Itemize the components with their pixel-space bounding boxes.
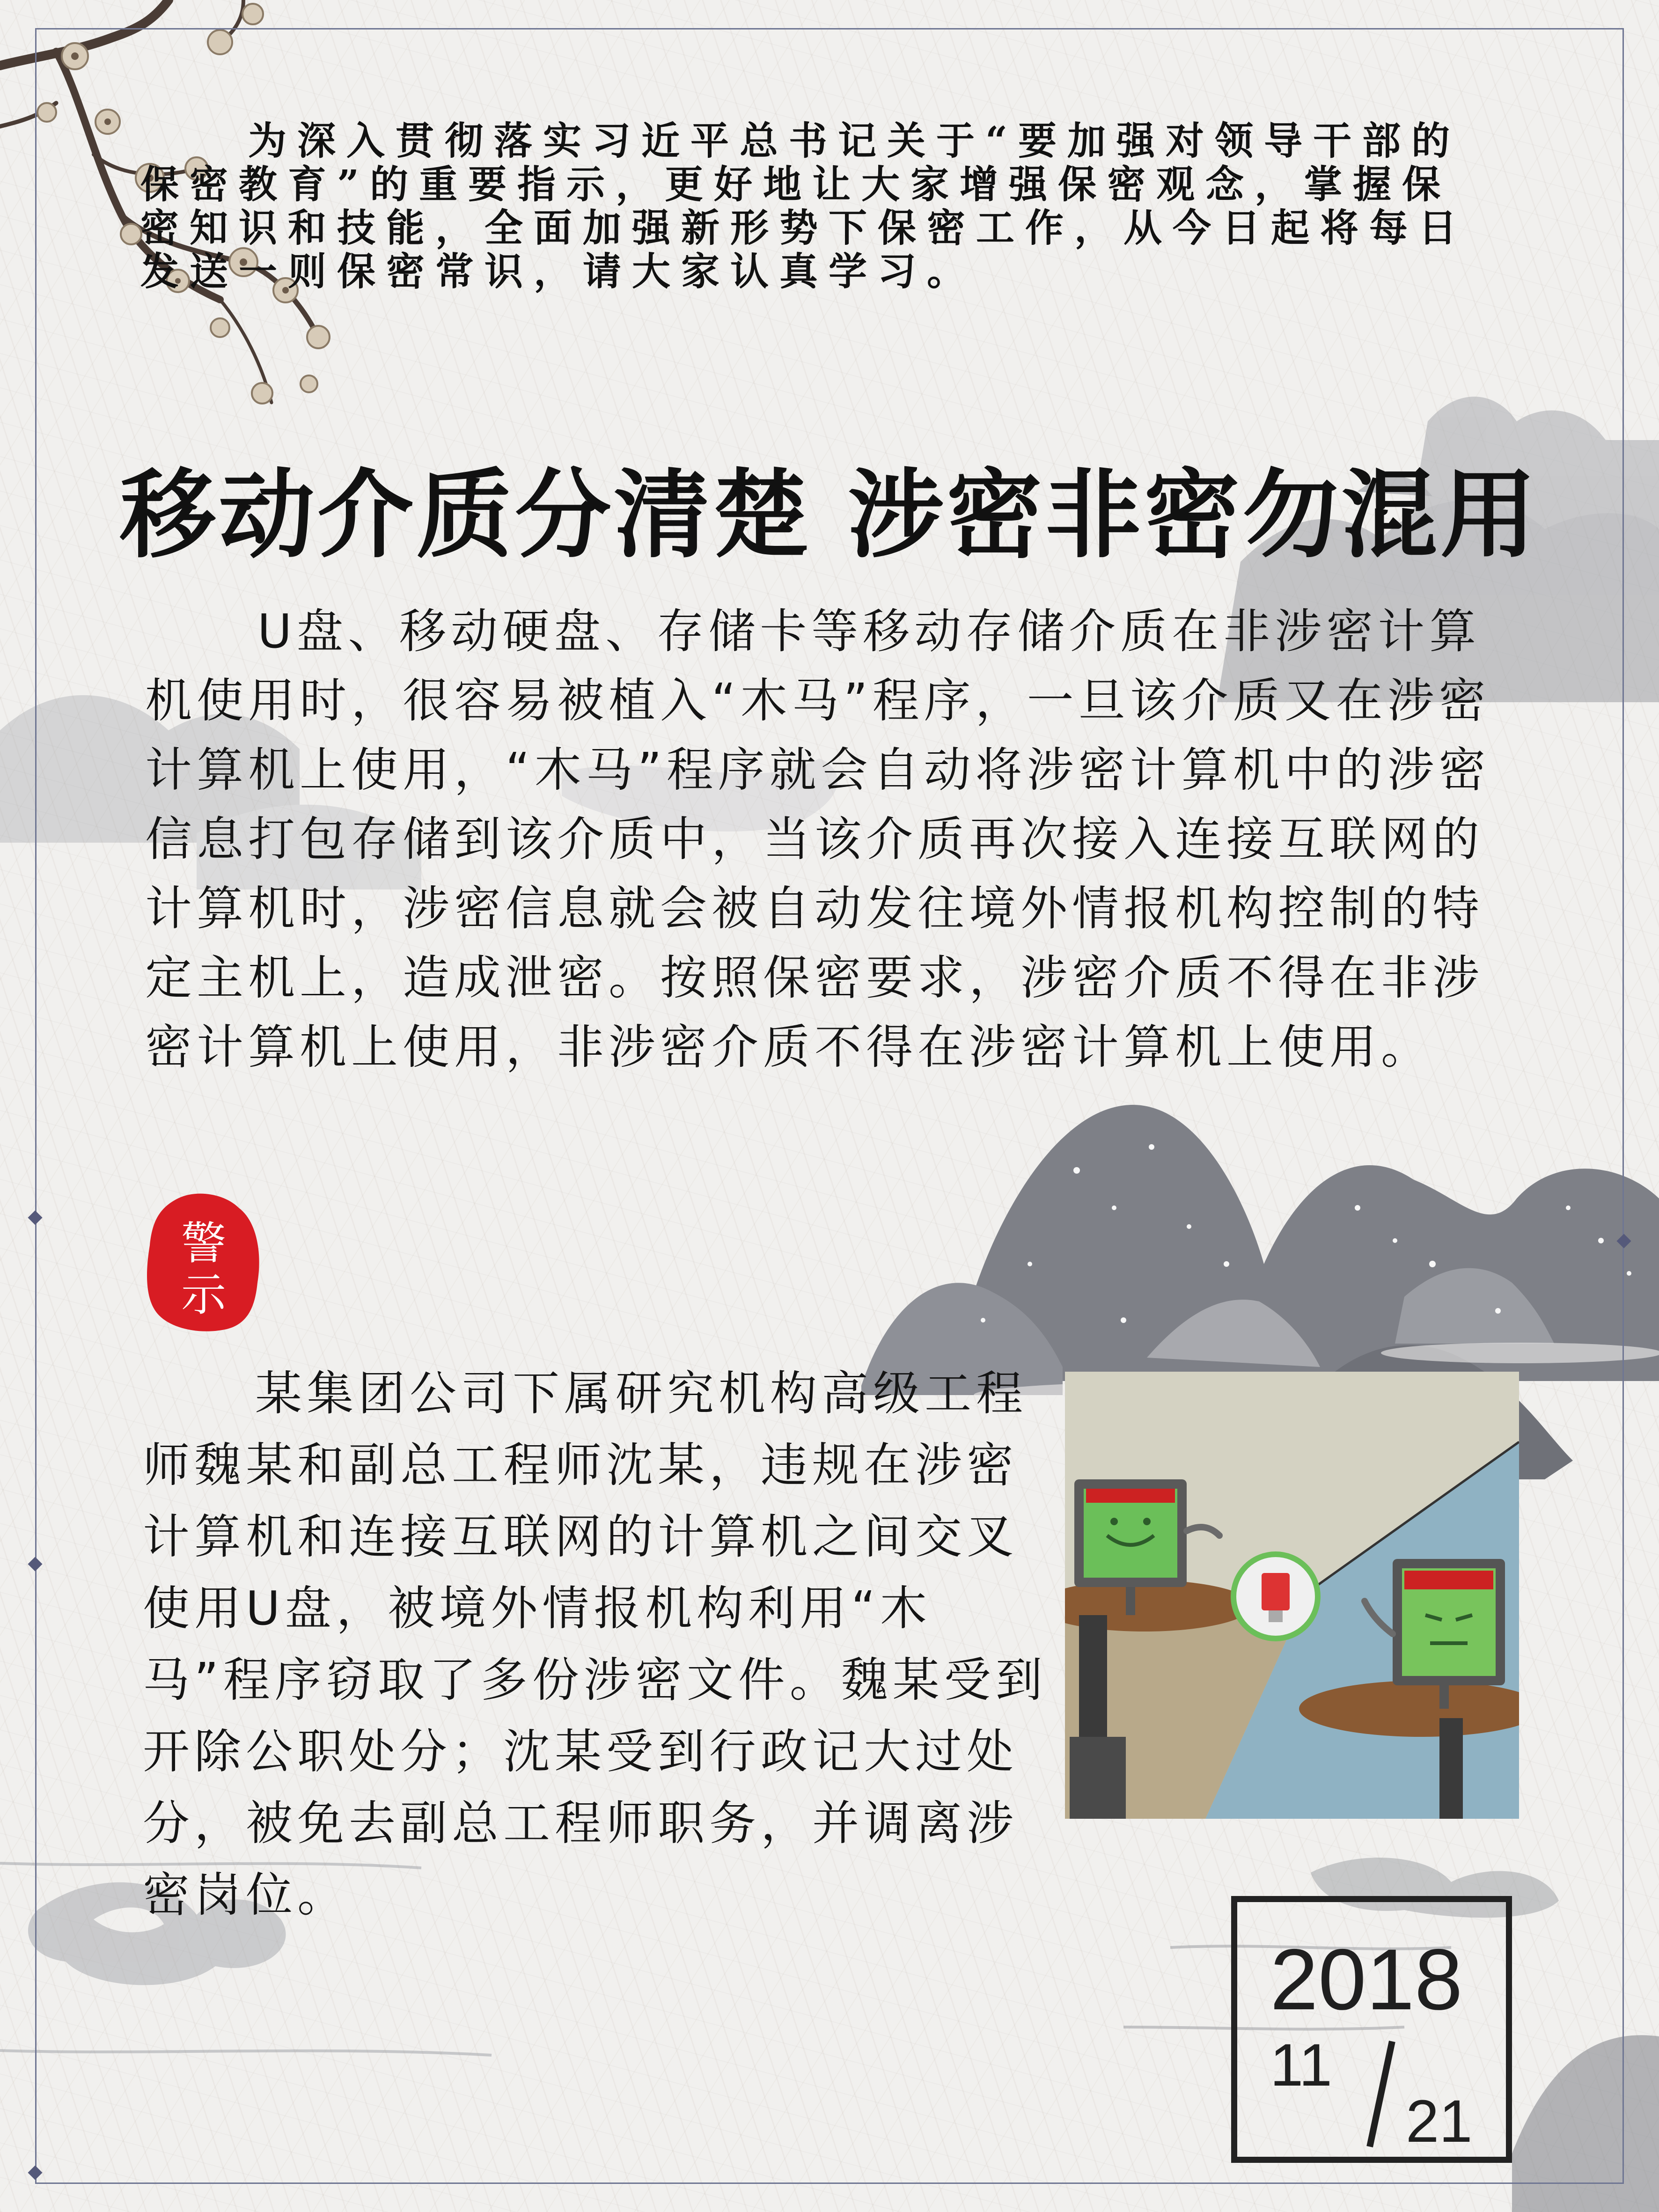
date-day: 21 xyxy=(1406,2088,1473,2155)
page-title: 移动介质分清楚 涉密非密勿混用 xyxy=(120,460,1539,571)
usb-drive-bubble xyxy=(1233,1554,1318,1639)
cartoon-computers-image xyxy=(1065,1372,1519,1819)
article-body: U盘、移动硬盘、存储卡等移动存储介质在非涉密计算机使用时，很容易被植入“木马”程序，一旦该介质又在涉密计算机上使用，“木马”程序就会自动将涉密计算机中的涉密信息打包存储到该介质中，当该介质再次接入连接互联网的计算机时，涉密信息就会被自动发往境外情报机构控制的特定主机上，造成泄密。按照保密要求，涉密介质不得在非涉密计算机上使用，非涉密介质不得在涉密计算机上使用。 xyxy=(145,604,1490,1074)
date-slash xyxy=(1366,2041,1395,2147)
seal-char-2: 示 xyxy=(181,1269,226,1321)
illustration xyxy=(1065,1372,1519,1819)
warning-seal xyxy=(145,1189,262,1334)
date-year: 2018 xyxy=(1270,1932,1463,2028)
date-box xyxy=(1231,1896,1512,2163)
seal-char-1: 警 xyxy=(181,1217,226,1270)
intro-paragraph: 为深入贯彻落实习近平总书记关于“要加强对领导干部的保密教育”的重要指示，更好地让大家增强保密观念，掌握保密知识和技能，全面加强新形势下保密工作，从今日起将每日发送一则保密常识，请大家认真学习。 xyxy=(140,118,1468,294)
date-month: 11 xyxy=(1270,2032,1332,2099)
warning-body: 某集团公司下属研究机构高级工程师魏某和副总工程师沈某，违规在涉密计算机和连接互联网的计算机之间交叉使用U盘，被境外情报机构利用“木马”程序窃取了多份涉密文件。魏某受到开除公职处分；沈某受到行政记大过处分，被免去副总工程师职务，并调离涉密岗位。 xyxy=(143,1366,1047,1922)
